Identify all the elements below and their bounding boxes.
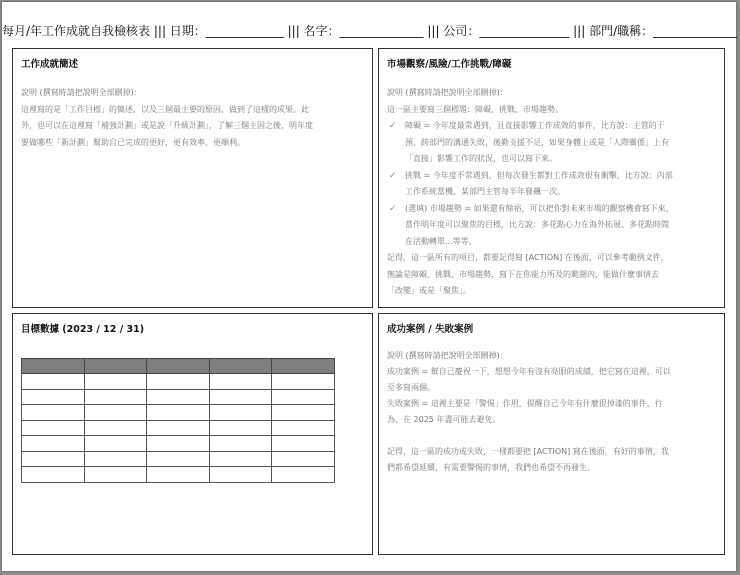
table-header-cell [84,359,147,374]
table-cell[interactable] [147,436,210,452]
note-line: 們都希望延續，有需要警惕的事情，我們也希望不再發生。 [387,463,595,472]
market-notes [387,85,722,300]
table-cell[interactable] [272,389,335,405]
table-cell[interactable] [272,405,335,421]
table-cell[interactable] [22,467,85,483]
table-cell[interactable] [209,405,272,421]
market-item-trend [387,201,722,251]
note-line: 成功案例 = 幫自己慶祝一下，想想今年有沒有亮眼的成績，把它寫在這裡，可以 [387,367,671,376]
note-line: 要做哪些「新計劃」幫助自己完成的更好，更有效率、更順利。 [21,137,245,147]
table-cell[interactable] [209,389,272,405]
table-cell[interactable] [84,467,147,483]
table-cell[interactable] [22,389,85,405]
note-line: 「改變」或是「聚焦」。 [387,286,471,295]
table-cell[interactable] [272,451,335,467]
table-row [22,374,335,390]
market-box [378,48,725,308]
cases-title: 成功案例 / 失敗案例 [387,324,474,335]
table-cell[interactable] [84,405,147,421]
note-line: 說明 (撰寫時請把說明全部刪掉)： [387,351,508,360]
achievement-box [12,48,373,308]
table-cell[interactable] [84,389,147,405]
table-cell[interactable] [147,467,210,483]
note-line: 失敗案例 = 這裡主要是「警惕」作用，提醒自己今年有什麼很掉漆的事件、行 [387,399,663,408]
note-line: 至多寫兩個。 [387,383,435,392]
table-cell[interactable] [209,374,272,390]
note-line: 在活動轉單...等等。 [405,236,477,246]
paragraph-gap [387,428,722,444]
table-header-row [22,359,335,374]
note-line: 這裡寫的是「工作目標」的簡述，以及三個最主要的原因，做到了這樣的成果。此 [21,104,309,114]
table-header-cell [209,359,272,374]
goals-title: 目標數據 (2023 / 12 / 31) [21,324,145,335]
note-line: 外，也可以在這裡寫「補強計劃」或是說「升級計劃」，了解三個主因之後，明年度 [21,121,313,130]
table-cell[interactable] [209,420,272,436]
table-cell[interactable] [272,374,335,390]
note-line: 說明 (撰寫時請把說明全部刪掉)： [21,88,142,97]
table-cell[interactable] [84,420,147,436]
table-cell[interactable] [272,420,335,436]
note-line: 工作系統當機，某部門主管每半年發飆一次。 [405,187,565,196]
table-header-cell [147,359,210,374]
note-line: 挑戰 = 今年度不常遇到，但每次發生都對工作成效很有衝擊，比方說：內部 [405,170,673,180]
market-item-obstacle [387,118,722,168]
note-line: 這一區主要寫三個標題：障礙、挑戰、市場趨勢。 [387,104,563,114]
table-cell[interactable] [22,451,85,467]
achievement-notes [21,85,369,151]
cases-notes [387,348,722,476]
page-header: 每月/年工作成就自我檢核表 ||| 日期：_____________ ||| 名字：______________ ||| 公司：_______________ ||| 部門/職稱：______________ [2,24,738,38]
table-cell[interactable] [272,467,335,483]
table-cell[interactable] [147,451,210,467]
table-cell[interactable] [209,451,272,467]
table-row [22,389,335,405]
checkmark-icon: ✓ [389,203,397,214]
table-cell[interactable] [147,374,210,390]
checkmark-icon: ✓ [389,170,397,181]
table-row [22,467,335,483]
table-row [22,420,335,436]
table-cell[interactable] [209,436,272,452]
cases-box [378,313,725,555]
note-line: 「直接」影響工作的狀況，也可以寫下來。 [405,154,557,163]
table-cell[interactable] [22,405,85,421]
table-cell[interactable] [147,405,210,421]
table-cell[interactable] [272,436,335,452]
table-cell[interactable] [84,436,147,452]
table-cell[interactable] [84,374,147,390]
table-header-cell [272,359,335,374]
goals-table [21,358,335,483]
table-cell[interactable] [22,420,85,436]
checkmark-icon: ✓ [389,121,397,131]
market-title: 市場觀察/風險/工作挑戰/障礙 [387,59,512,70]
note-line: (選填) 市場趨勢 = 如果還有餘裕，可以把你對未來市場的觀察機會寫下來， [405,203,674,213]
note-line: 障礙 = 今年度最常遇到，且直接影響工作成效的事件，比方說：主管的干 [405,121,665,130]
note-line: 為，在 2025 年盡可能去避免。 [387,415,501,424]
note-line: 當作明年度可以聚焦的目標，比方說：多花點心力在海外拓展、多花點時間 [405,220,669,229]
table-row [22,436,335,452]
document-page [2,2,736,571]
market-item-challenge [387,168,722,201]
table-cell[interactable] [22,436,85,452]
note-line: 記得，這一區的成功或失敗，一樣都要把 [ACTION] 寫在後面，有好的事情，我 [387,447,669,456]
note-line: 無論是障礙、挑戰、市場趨勢，寫下在你能力所及的範圍內，能做什麼事情去 [387,269,659,279]
note-line: 預、跨部門的溝通失敗，後勤支援不足，如果身體上或是「人際關係」上有 [405,137,669,147]
achievement-title: 工作成就簡述 [21,59,79,70]
table-cell[interactable] [147,420,210,436]
table-cell[interactable] [22,374,85,390]
goals-box [12,313,373,555]
note-line: 記得，這一區所有的項目，都要記得寫 [ACTION] 在後面，可以參考範例文件， [387,253,669,262]
table-cell[interactable] [147,389,210,405]
table-cell[interactable] [84,451,147,467]
table-cell[interactable] [209,467,272,483]
table-row [22,405,335,421]
note-line: 說明 (撰寫時請把說明全部刪掉)： [387,88,508,97]
table-row [22,451,335,467]
table-header-cell [22,359,85,374]
